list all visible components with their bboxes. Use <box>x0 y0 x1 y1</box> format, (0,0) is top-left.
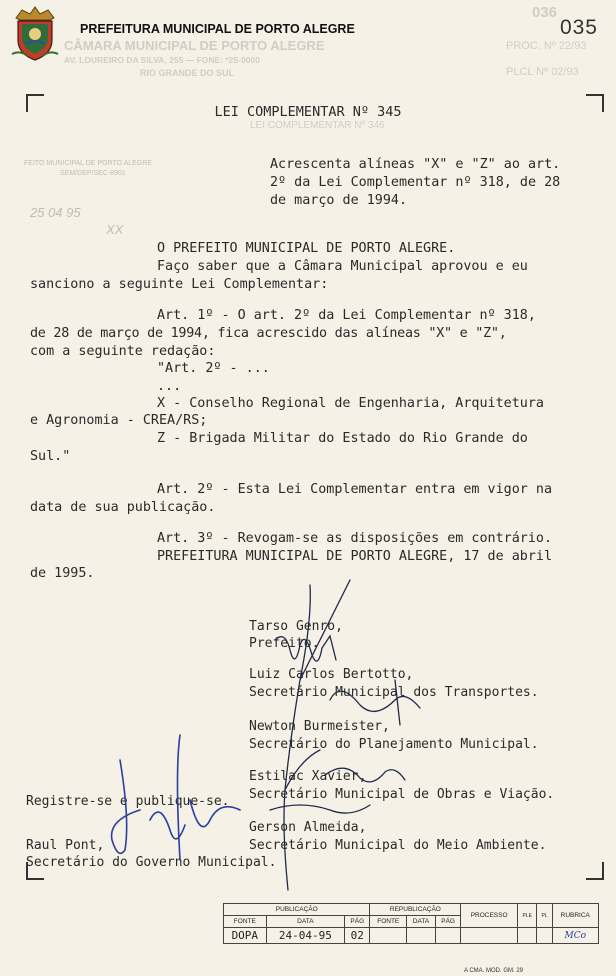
signatory-title: Secretário Municipal de Obras e Viação. <box>249 787 555 802</box>
signature-almeida <box>270 805 370 813</box>
body-line: Art. 1º - O art. 2º da Lei Complementar nº 318, <box>157 308 536 323</box>
signatory-name: Luiz Carlos Bertotto, <box>249 667 414 682</box>
coat-of-arms-icon <box>10 4 60 62</box>
ghost-page-number: 036 <box>532 4 558 21</box>
republication-fonte-value <box>370 928 407 944</box>
registration-name: Raul Pont, <box>26 838 105 853</box>
stamp-line-2: SEM/DEP/SEC-8901 <box>60 170 126 177</box>
stamp-line-1: FEITO MUNICIPAL DE PORTO ALEGRE <box>24 160 152 167</box>
body-line: ... <box>157 379 182 394</box>
pag-value: 02 <box>345 928 370 944</box>
data-value: 24-04-95 <box>266 928 344 944</box>
body-line: de 28 de março de 1994, fica acrescido das alíneas "X" e "Z", <box>30 326 507 341</box>
signatory-name: Tarso Genro, <box>249 619 343 634</box>
rubrica-value: MCo <box>552 928 598 944</box>
ghost-lei: LEI COMPLEMENTAR Nº 346 <box>250 120 385 131</box>
republication-pag-value <box>435 928 460 944</box>
summary-line-2: 2º da Lei Complementar nº 318, de 28 <box>270 175 561 190</box>
process-value <box>461 928 518 944</box>
ple-value <box>517 928 537 944</box>
summary-line-1: Acrescenta alíneas "X" e "Z" ao art. <box>270 157 561 172</box>
registration-title: Secretário do Governo Municipal. <box>26 855 277 870</box>
data-header: DATA <box>407 916 436 928</box>
signatory-name: Estilac Xavier, <box>249 769 367 784</box>
body-line: sanciono a seguinte Lei Complementar: <box>30 277 329 292</box>
republication-header: REPUBLICAÇÃO <box>370 904 461 916</box>
body-line: e Agronomia - CREA/RS; <box>30 413 208 428</box>
signature-burmeister <box>330 680 420 725</box>
signatory-name: Newton Burmeister, <box>249 719 390 734</box>
body-line: PREFEITURA MUNICIPAL DE PORTO ALEGRE, 17 de abril <box>157 549 553 564</box>
signatures-drawing <box>0 560 616 900</box>
signatory-title: Prefeito. <box>249 636 320 651</box>
fonte-value: DOPA <box>224 928 267 944</box>
body-line: X - Conselho Regional de Engenharia, Arquitetura <box>157 396 544 411</box>
body-line: Z - Brigada Militar do Estado do Rio Grande do <box>157 431 528 446</box>
rubrica-header: RUBRICA <box>552 904 598 928</box>
summary-line-3: de março de 1994. <box>270 193 408 208</box>
ghost-chamber-address: AV. LOUREIRO DA SILVA, 255 — FONE: *25-0000 <box>64 55 260 65</box>
process-header: PROCESSO <box>461 904 518 928</box>
signatory-title: Secretário Municipal do Meio Ambiente. <box>249 838 547 853</box>
office-name: PREFEITURA MUNICIPAL DE PORTO ALEGRE <box>80 22 355 36</box>
stamp-date: 25 04 95 <box>30 205 81 220</box>
body-line: Sul." <box>30 449 71 464</box>
pl-value <box>537 928 552 944</box>
ghost-plcl: PLCL Nº 02/93 <box>506 66 579 78</box>
body-line: Art. 3º - Revogam-se as disposições em contrário. <box>157 531 553 546</box>
fonte-header: FONTE <box>370 916 407 928</box>
body-line: "Art. 2º - ... <box>157 361 270 376</box>
signature-xavier <box>325 768 405 782</box>
body-line: Faço saber que a Câmara Municipal aprovou e eu <box>157 259 528 274</box>
ghost-chamber-state: RIO GRANDE DO SUL <box>140 68 235 78</box>
law-title: LEI COMPLEMENTAR Nº 345 <box>214 104 402 120</box>
signatory-name: Gerson Almeida, <box>249 820 367 835</box>
pag-header: PÁG <box>435 916 460 928</box>
body-line: O PREFEITO MUNICIPAL DE PORTO ALEGRE. <box>157 241 456 256</box>
data-header: DATA <box>266 916 344 928</box>
body-line: Art. 2º - Esta Lei Complementar entra em vigor na <box>157 482 553 497</box>
stamp-code: XX <box>106 222 124 237</box>
ghost-proc: PROC. Nº 22/93 <box>506 40 587 52</box>
body-line: com a seguinte redação: <box>30 344 216 359</box>
pag-header: PÁG <box>345 916 370 928</box>
page-number: 035 <box>559 16 598 39</box>
signatory-title: Secretário Municipal dos Transportes. <box>249 685 539 700</box>
form-code-footnote: A CMA. MOD. GM. 29 <box>463 968 523 974</box>
publication-table <box>223 903 599 944</box>
registration-text: Registre-se e publique-se. <box>26 794 230 809</box>
ple-header: PLE <box>517 904 537 928</box>
fonte-header: FONTE <box>224 916 267 928</box>
publication-header: PUBLICAÇÃO <box>224 904 370 916</box>
republication-data-value <box>407 928 436 944</box>
signature-tarso <box>284 580 350 890</box>
body-line: de 1995. <box>30 566 95 581</box>
ghost-chamber-name: CÂMARA MUNICIPAL DE PORTO ALEGRE <box>64 38 325 53</box>
signatory-title: Secretário do Planejamento Municipal. <box>249 737 539 752</box>
body-line: data de sua publicação. <box>30 500 216 515</box>
signature-raul-pont <box>112 735 240 860</box>
pl-header: PL <box>537 904 552 928</box>
